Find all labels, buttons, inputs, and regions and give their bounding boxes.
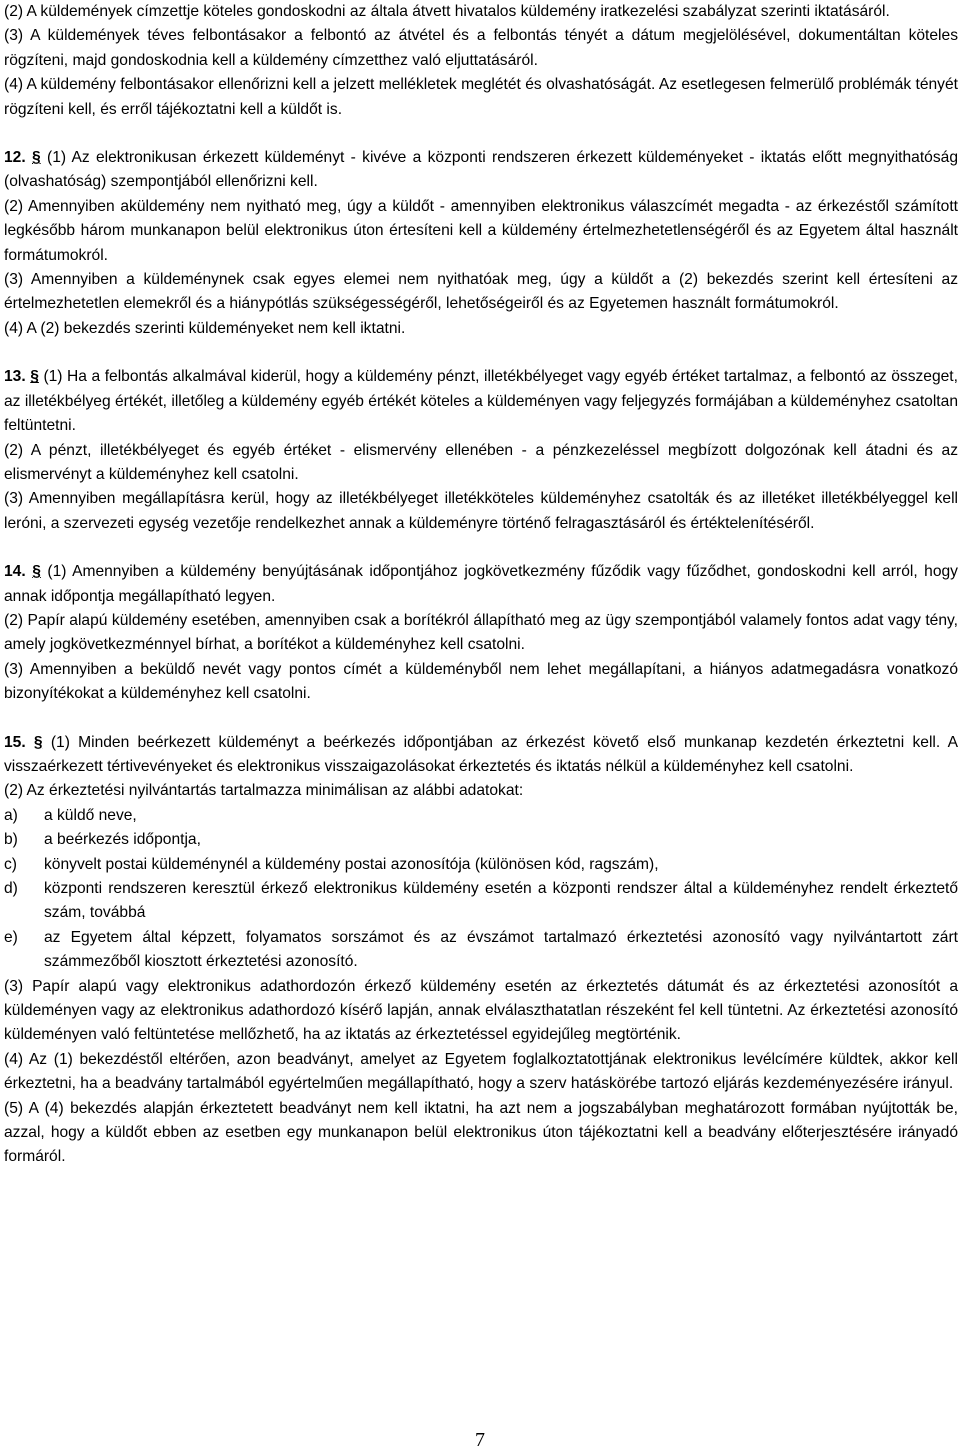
paragraph: (3) Papír alapú vagy elektronikus adathordozón érkező küldemény esetén az érkeztetés dátumát és az érkeztetési azonosítót a küldeményen vagy az elektronikus adathordozó kísérő lapján, annak elválaszthatatlan részeként fel kell tüntetni. Az érkeztetési azonosító küldeményen való feltüntetése mellőzhető, ha az iktatás az érkeztetéssel egyidejűleg megtörténik. (4, 977, 958, 1044)
section-sign: § (33, 733, 43, 751)
section-sign: § (30, 368, 39, 386)
paragraph-text: (1) Az elektronikusan érkezett küldeményt - kivéve a központi rendszeren érkezett küldeményeket - iktatás előtt megnyithatóság (olvashatóság) szempontjából ellenőrizni kell. (4, 149, 958, 191)
section-15 (4, 731, 958, 1170)
section-gap (4, 536, 958, 560)
paragraph: (2) Amennyiben aküldemény nem nyitható meg, úgy a küldőt - amennyiben elektronikus válaszcímét megadta - az érkezéstől számított legkésőbb három munkanapon belül elektronikus úton értesíteni kell a küldemény értelmezhetetlenségéről és az Egyetem által használt formátumokról. (4, 197, 958, 264)
section-number: 15. (4, 733, 26, 751)
list-text: központi rendszeren keresztül érkező elektronikus küldemény esetén a központi rendszer által a küldeményhez rendelt érkeztető szám, továbbá (44, 880, 958, 922)
paragraph: (2) A pénzt, illetékbélyeget és egyéb értéket - elismervény ellenében - a pénzkezeléssel megbízott dolgozónak kell átadni és az elismervényt a küldeményhez kell csatolni. (4, 441, 958, 483)
page-number: 7 (475, 1429, 485, 1451)
section-gap (4, 122, 958, 146)
paragraph-text: (1) Ha a felbontás alkalmával kiderül, hogy a küldemény pénzt, illetékbélyeget vagy egyéb értéket tartalmaz, a felbontó az összeget, az illetékbélyeg értékét, illetőleg a küldemény egyéb értékét köteles a küldeményen vagy feljegyzés formájában a küldeményhez csatoltan feltüntetni. (4, 368, 958, 435)
list-letter: a) (4, 806, 18, 824)
list-letter: d) (4, 880, 18, 897)
paragraph: (3) Amennyiben megállapításra kerül, hogy az illetékbélyeget illetékköteles küldeményhez csatolták és az illetéket illetékbélyeggel kell leróni, a szervezeti egység vezetője rendelkezhet annak a küldeményre történő felragasztásáról és értéktelenítéséről. (4, 490, 958, 532)
section-sign: § (32, 563, 41, 581)
paragraph (4, 146, 958, 195)
section-sign: § (32, 149, 41, 167)
list-text: a küldő neve, (44, 806, 137, 824)
section-13 (4, 365, 958, 536)
list-text: a beérkezés időpontja, (44, 831, 201, 849)
paragraph: (3) Amennyiben a küldeménynek csak egyes elemei nem nyithatóak meg, úgy a küldőt a (2) bekezdés szerint kell értesíteni az értelmezhetetlen elemekről és a hiánypótlás szükségességéről, lehetőségeiről és az Egyetemen használt formátumokról. (4, 271, 958, 313)
section-14 (4, 560, 958, 706)
section-number: 14. (4, 563, 26, 581)
list-item (4, 804, 958, 828)
paragraph: (4) A küldemény felbontásakor ellenőrizni kell a jelzett mellékletek meglétét és olvashatóságát. Az esetlegesen felmerülő problémák tényét rögzíteni kell, és erről tájékoztatni kell a küldőt is. (4, 76, 958, 118)
paragraph: (2) Papír alapú küldemény esetében, amennyiben csak a borítékról állapítható meg az ügy szempontjából valamely fontos adat vagy tény, amely jogkövetkezménnyel bírhat, a borítékot a küldeményhez kell csatolni. (4, 611, 958, 654)
paragraph: (4) A (2) bekezdés szerinti küldeményeket nem kell iktatni. (4, 319, 406, 337)
list-letter: e) (4, 928, 18, 946)
section-gap (4, 707, 958, 731)
paragraph (4, 365, 958, 438)
paragraph-text: (1) Minden beérkezett küldeményt a beérkezés időpontjában az érkezést követő első munkanap kezdetén érkeztetni kell. A visszaérkezett tértivevényeket és elektronikus visszaigazolásokat érkeztetés és iktatás nélkül a küldeményhez kell csatolni. (4, 733, 958, 775)
document-page (4, 0, 958, 1170)
list-item (4, 828, 958, 852)
paragraph: (5) A (4) bekezdés alapján érkeztetett beadványt nem kell iktatni, ha azt nem a jogszabályban meghatározott formában nyújtották be, azzal, hogy a küldőt ebben az esetben egy munkanapon belül elektronikus úton tájékoztatni kell a beadvány előterjesztésére irányadó formáról. (4, 1099, 958, 1166)
list-letter: c) (4, 855, 17, 873)
section-number: 12. (4, 149, 26, 167)
paragraph (4, 731, 958, 780)
list-item (4, 853, 958, 877)
list-letter: b) (4, 831, 18, 849)
list-text: könyvelt postai küldeménynél a küldemény postai azonosítója (különösen kód, ragszám), (44, 855, 659, 873)
paragraph-text: (1) Amennyiben a küldemény benyújtásának időpontjához jogkövetkezmény fűződik vagy fűződhet, gondoskodni kell arról, hogy annak időpontja megállapítható legyen. (4, 563, 958, 605)
paragraph: (2) A küldemények címzettje köteles gondoskodni az általa átvett hivatalos küldemény iratkezelési szabályzat szerinti iktatásáról. (4, 3, 890, 20)
paragraph: (3) Amennyiben a beküldő nevét vagy pontos címét a küldeményből nem lehet megállapítani, a hiányos adatmegadásra vonatkozó bizonyítékokat a küldeményhez kell csatolni. (4, 660, 958, 703)
section-number: 13. (4, 368, 26, 386)
paragraph: (4) Az (1) bekezdéstől eltérően, azon beadványt, amelyet az Egyetem foglalkoztatottjának elektronikus levélcímére küldtek, akkor kell érkeztetni, ha a beadvány tartalmából egyértelműen megállapítható, hogy a szerv hatáskörébe tartozó eljárás kezdeményezésére irányul. (4, 1050, 958, 1093)
paragraph: (3) A küldemények téves felbontásakor a felbontó az átvétel és a felbontás tényét a dátum megjelölésével, dokumentáltan köteles rögzíteni, majd gondoskodnia kell a küldemény címzetthez való eljuttatásáról. (4, 27, 958, 69)
paragraph: (2) Az érkeztetési nyilvántartás tartalmazza minimálisan az alábbi adatokat: (4, 782, 524, 800)
list-item (4, 877, 958, 926)
list-text: az Egyetem által képzett, folyamatos sorszámot és az évszámot tartalmazó érkeztetési azonosító vagy nyilvántartott zárt számmezőből kiosztott érkeztetési azonosító. (44, 928, 958, 971)
data-list (4, 804, 958, 975)
list-item (4, 926, 958, 975)
paragraph (4, 560, 958, 609)
section-12 (4, 146, 958, 341)
section-gap (4, 341, 958, 365)
